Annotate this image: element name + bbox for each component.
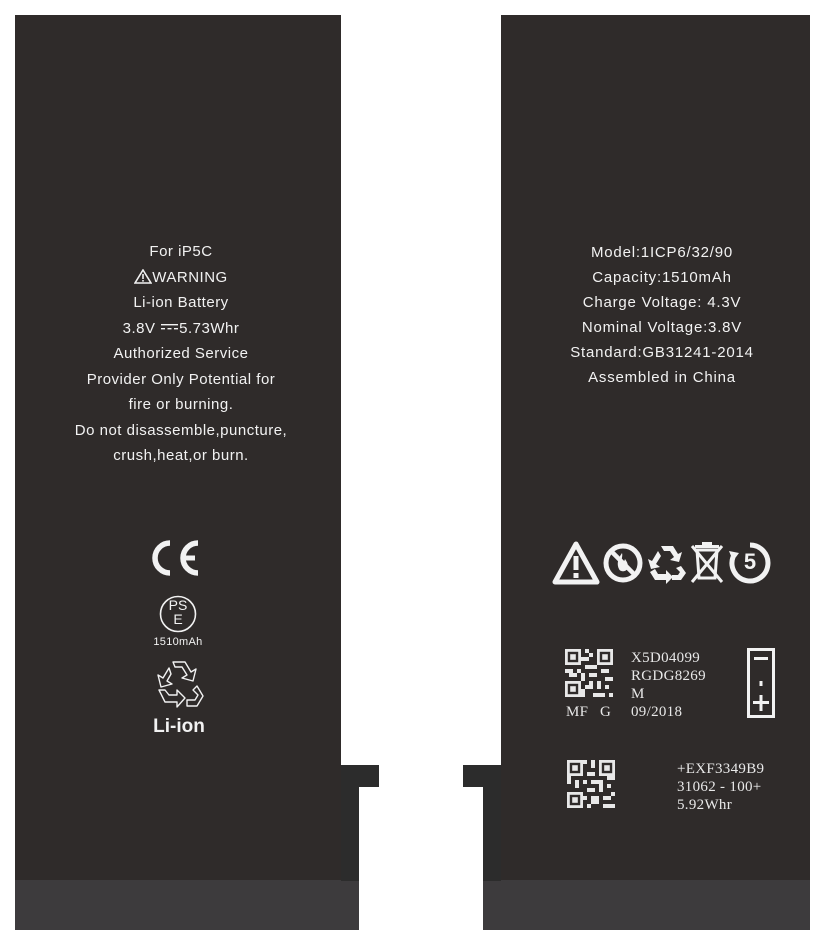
ce-mark — [148, 538, 208, 580]
left-connector-lower — [348, 787, 359, 881]
left-connector-tab — [341, 765, 379, 787]
right-battery-body — [501, 15, 810, 881]
warning-text-line-4: Do not disassemble,puncture, — [74, 421, 288, 439]
code-1-line-2: RGDG8269 — [631, 668, 706, 684]
right-battery-flex-strip — [483, 880, 810, 930]
left-warning-text — [15, 239, 347, 469]
recycle-icon — [646, 542, 688, 584]
no-fire-icon — [603, 543, 643, 583]
standard-label: Standard:GB31241-2014 — [570, 344, 754, 361]
qr-code-icon — [565, 649, 613, 697]
code-1-line-4: 09/2018 — [631, 704, 683, 720]
warning-line — [15, 265, 347, 291]
left-battery-flex-strip — [15, 880, 359, 930]
polarity-icon — [747, 648, 775, 718]
right-connector-lower — [483, 787, 494, 881]
g-label: G — [600, 704, 612, 720]
code-1-line-1: X5D04099 — [631, 650, 701, 666]
voltage-label: 3.8V — [122, 319, 156, 337]
recycle-period-years: 5 — [743, 549, 757, 574]
model-fit-label: For iP5C — [149, 243, 213, 260]
ce-mark-icon — [148, 538, 204, 578]
right-connector-tab — [463, 765, 501, 787]
capacity-small-label: 1510mAh — [153, 636, 203, 648]
crossed-bin-icon — [690, 540, 724, 584]
mf-label: MF — [566, 704, 589, 720]
voltage-energy-line — [15, 316, 347, 342]
warning-text-line-2: Provider Only Potential for — [86, 370, 276, 388]
recycle-period-mark — [728, 541, 772, 585]
code-2-line-2: 31062 - 100+ — [677, 779, 762, 795]
warning-text-line-5: crush,heat,or burn. — [113, 447, 249, 464]
qr-code-icon — [567, 760, 615, 808]
pse-bottom-text: E — [173, 611, 183, 627]
pse-top-text: PS — [168, 597, 188, 613]
energy-label: 5.73Whr — [179, 319, 240, 337]
recycle-mark — [149, 656, 209, 712]
charge-voltage-label: Charge Voltage: 4.3V — [582, 294, 742, 311]
recycle-icon — [149, 656, 209, 712]
chemistry-label: Li-ion Battery — [133, 294, 229, 311]
pse-mark — [158, 594, 198, 634]
warning-text-line-1: Authorized Service — [113, 345, 249, 362]
assembled-label: Assembled in China — [588, 369, 736, 386]
code-1-line-3: M — [631, 686, 645, 702]
warning-triangle-icon — [552, 541, 600, 585]
chemistry-bold-label: Li-ion — [153, 716, 205, 737]
code-2-line-1: +EXF3349B9 — [677, 761, 765, 777]
capacity-label: Capacity:1510mAh — [592, 269, 732, 286]
dc-symbol-icon — [161, 323, 178, 331]
warning-triangle-icon — [134, 269, 152, 284]
safety-icon-row — [552, 540, 782, 586]
right-spec-text — [541, 240, 783, 390]
code-2-line-3: 5.92Whr — [677, 797, 733, 813]
warning-label: WARNING — [152, 268, 228, 286]
model-label: Model:1ICP6/32/90 — [590, 244, 733, 261]
nominal-voltage-label: Nominal Voltage:3.8V — [581, 319, 743, 336]
warning-text-line-3: fire or burning. — [128, 396, 234, 413]
